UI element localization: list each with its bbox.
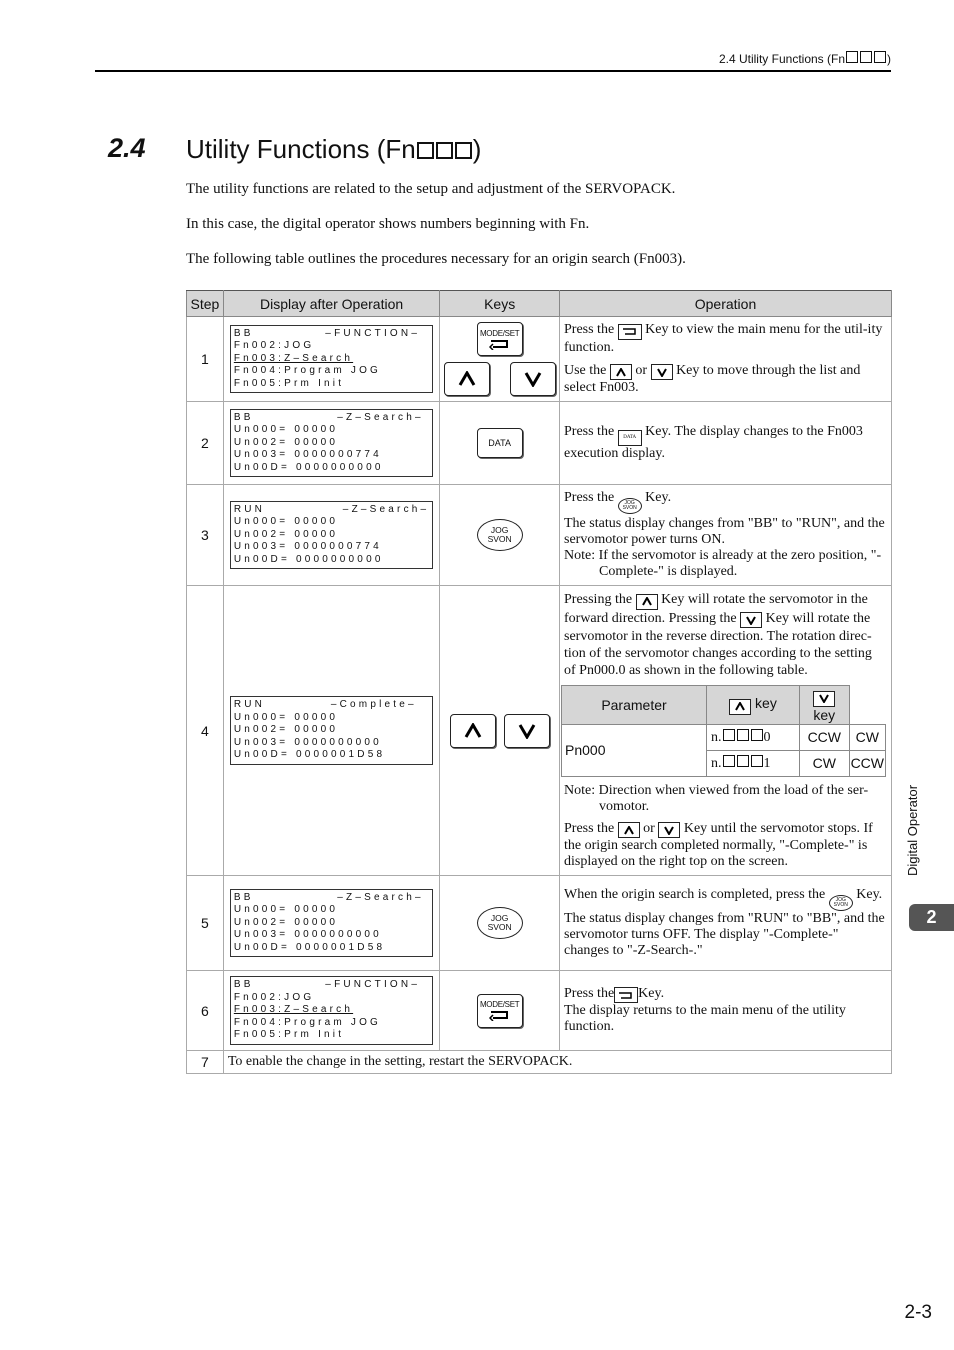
lcd-display: BB –FUNCTION– Fn002:JOG Fn003:Z–Search Fn004:Program JOG Fn005:Prm Init	[230, 325, 433, 394]
up-key	[450, 714, 496, 748]
column-header: Step	[187, 291, 224, 317]
down-arrow-icon	[518, 723, 536, 739]
param-name: Pn000	[562, 724, 707, 776]
paragraph: The following table outlines the procedures necessary for an origin search (Fn003).	[186, 251, 686, 267]
direction-cell: CCW	[800, 724, 850, 750]
paragraph: In this case, the digital operator shows numbers beginning with Fn.	[186, 216, 590, 232]
jog-svon-key: JOG SVON	[477, 519, 523, 551]
operation-cell: Pressing the Key will rotate the servomotor in the forward direction. Pressing the Key will rotate the servomotor in the reverse direction. The rotation direc-tion of the servomotor changes according to the setting of Pn000.0 as shown in the following table. Parameter key key Pn000 n. 0 CCW CW n. 1 CW CCW Note: Direction when viewed from the load of the ser-vomotor. Press the or Key until the servomotor stops. If the origin search completed normally, "-Complete-" is displayed on the right top on the screen.	[560, 586, 892, 876]
step-number: 6	[187, 971, 224, 1051]
chapter-tab: 2	[909, 904, 954, 931]
up-arrow-icon	[464, 723, 482, 739]
column-header: key	[800, 686, 850, 725]
mode-set-key-icon	[614, 987, 638, 1003]
mode-set-key: MODE/SET	[477, 322, 523, 356]
direction-cell: CW	[800, 750, 850, 776]
table-row	[187, 586, 892, 876]
jog-svon-key: JOG SVON	[477, 907, 523, 939]
lcd-display: BB –Z–Search– Un000= 00000 Un002= 00000 Un003= 0000000774 Un00D= 0000000000	[230, 409, 433, 478]
down-arrow-icon	[524, 371, 542, 387]
lcd-display: BB –FUNCTION– Fn002:JOG Fn003:Z–Search Fn004:Program JOG Fn005:Prm Init	[230, 976, 433, 1045]
step-number: 4	[187, 586, 224, 876]
data-key-icon: DATA	[618, 430, 642, 446]
jog-svon-key-icon: JOG SVON	[829, 895, 853, 911]
return-arrow-icon	[489, 338, 511, 350]
direction-table	[561, 685, 886, 777]
paragraph: The utility functions are related to the setup and adjustment of the SERVOPACK.	[186, 181, 676, 197]
section-number: 2.4	[108, 133, 146, 163]
param-value: n. 1	[707, 750, 800, 776]
up-key-icon	[729, 699, 751, 715]
column-header: Parameter	[562, 686, 707, 725]
mode-set-key: MODE/SET	[477, 994, 523, 1028]
column-header: Operation	[560, 291, 892, 317]
step-number: 7	[187, 1051, 224, 1074]
column-header: Keys	[440, 291, 560, 317]
up-key-icon	[610, 364, 632, 380]
down-key-icon	[658, 822, 680, 838]
header-rule	[95, 70, 891, 72]
table-header-row	[187, 291, 892, 317]
direction-cell: CCW	[849, 750, 885, 776]
up-key-icon	[636, 594, 658, 610]
column-header: Display after Operation	[223, 291, 439, 317]
table-row	[187, 317, 892, 402]
down-key-icon	[813, 691, 835, 707]
table-row	[187, 485, 892, 586]
down-key-icon	[651, 364, 673, 380]
table-row	[187, 971, 892, 1051]
section-title: Utility Functions (Fn )	[186, 134, 482, 164]
up-key-icon	[618, 822, 640, 838]
up-arrow-icon	[458, 371, 476, 387]
operation-cell: Press the Key. The display returns to the main menu of the utility function.	[560, 971, 892, 1051]
operation-cell: Press the Key to view the main menu for the util-ity function. Use the or Key to move through the list and select Fn003.	[560, 317, 892, 402]
step7-text: To enable the change in the setting, restart the SERVOPACK.	[223, 1051, 891, 1074]
step-number: 2	[187, 402, 224, 485]
data-key: DATA	[477, 428, 523, 458]
procedure-table	[186, 290, 892, 1074]
table-row	[187, 1051, 892, 1074]
operation-cell: Press the JOG SVON Key. The status display changes from "BB" to "RUN", and the servomotor power turns ON. Note: If the servomotor is already at the zero position, "-Complete-" is displayed.	[560, 485, 892, 586]
lcd-display: RUN –Z–Search– Un000= 00000 Un002= 00000 Un003= 0000000774 Un00D= 0000000000	[230, 501, 433, 570]
step-number: 1	[187, 317, 224, 402]
step-number: 3	[187, 485, 224, 586]
lcd-display: BB –Z–Search– Un000= 00000 Un002= 00000 Un003= 0000000000 Un00D= 0000001D58	[230, 889, 433, 958]
down-key-icon	[740, 612, 762, 628]
running-header: 2.4 Utility Functions (Fn )	[718, 52, 891, 66]
operation-cell: Press the DATA Key. The display changes to the Fn003 execution display.	[560, 402, 892, 485]
lcd-display: RUN –Complete– Un000= 00000 Un002= 00000 Un003= 0000000000 Un00D= 0000001D58	[230, 696, 433, 765]
down-key	[510, 362, 556, 396]
mode-set-key-icon	[618, 324, 642, 340]
direction-cell: CW	[849, 724, 885, 750]
step-number: 5	[187, 876, 224, 971]
page-number: 2-3	[904, 1302, 932, 1323]
operation-cell: When the origin search is completed, press the JOG SVON Key. The status display changes from "RUN" to "BB", and the servomotor turns OFF. The display "-Complete-" changes to "-Z-Search-."	[560, 876, 892, 971]
table-row	[187, 402, 892, 485]
up-key	[444, 362, 490, 396]
down-key	[504, 714, 550, 748]
side-chapter-label: Digital Operator	[905, 784, 920, 876]
jog-svon-key-icon: JOG SVON	[618, 498, 642, 514]
column-header: key	[707, 686, 800, 725]
table-row	[187, 876, 892, 971]
return-arrow-icon	[489, 1009, 511, 1021]
param-value: n. 0	[707, 724, 800, 750]
